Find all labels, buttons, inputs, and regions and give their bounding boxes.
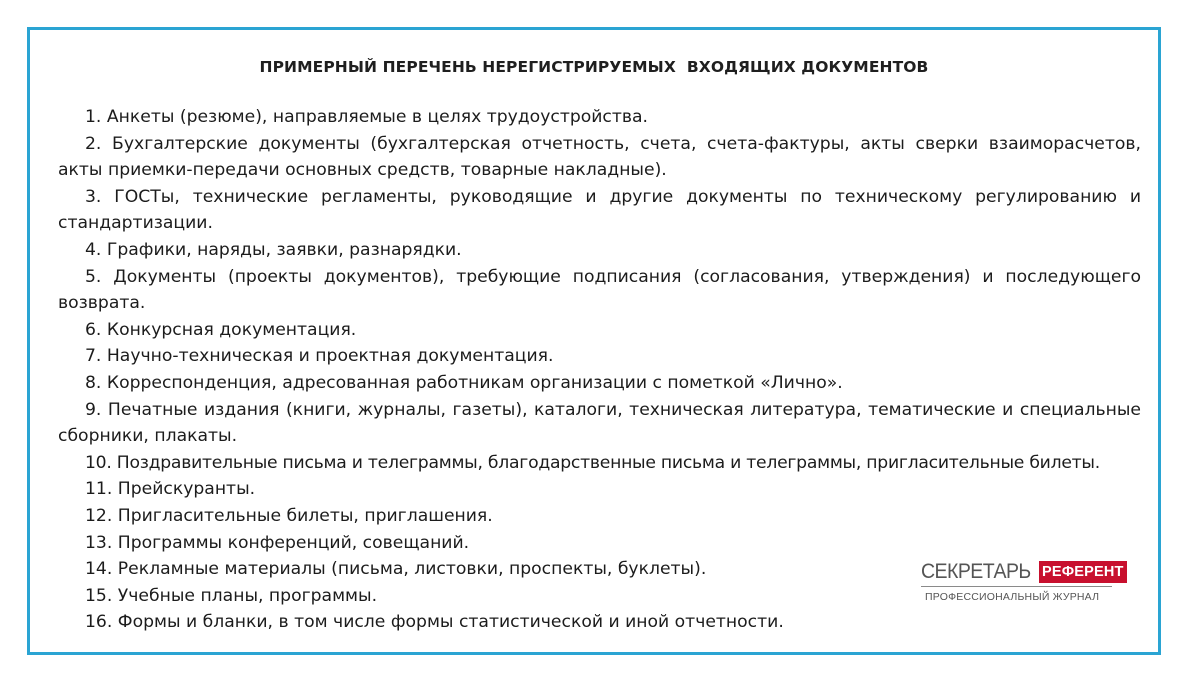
logo-part-referent: РЕФЕРЕНТ	[1039, 561, 1127, 583]
list-item: 5. Документы (проекты документов), требующие подписания (согласования, утверждения) и последующего возврата.	[58, 266, 1141, 314]
list-item: 15. Учебные планы, программы.	[85, 585, 378, 606]
list-item: 7. Научно-техническая и проектная документация.	[85, 346, 554, 367]
list-item: 10. Поздравительные письма и телеграммы, благодарственные письма и телеграммы, пригласительные билеты.	[85, 452, 1100, 473]
logo-subtitle: ПРОФЕССИОНАЛЬНЫЙ ЖУРНАЛ	[925, 591, 1100, 603]
document-title: ПРИМЕРНЫЙ ПЕРЕЧЕНЬ НЕРЕГИСТРИРУЕМЫХ ВХОДЯЩИХ ДОКУМЕНТОВ	[259, 58, 929, 76]
logo-part-secretary: СЕКРЕТАРЬ	[921, 560, 1031, 583]
list-item: 13. Программы конференций, совещаний.	[85, 532, 470, 553]
list-item: 8. Корреспонденция, адресованная работникам организации с пометкой «Лично».	[85, 372, 843, 393]
list-item: 11. Прейскуранты.	[85, 479, 256, 500]
journal-logo	[921, 560, 1124, 603]
list-item: 3. ГОСТы, технические регламенты, руководящие и другие документы по техническому регулированию и стандартизации.	[58, 186, 1141, 234]
logo-divider	[921, 586, 1112, 587]
logo-wordmark	[921, 560, 1124, 583]
list-item: 14. Рекламные материалы (письма, листовки, проспекты, буклеты).	[85, 559, 707, 580]
list-item: 2. Бухгалтерские документы (бухгалтерская отчетность, счета, счета-фактуры, акты сверки взаиморасчетов, акты приемки-передачи основных средств, товарные накладные).	[58, 133, 1141, 181]
list-item: 12. Пригласительные билеты, приглашения.	[85, 505, 493, 526]
list-item: 4. Графики, наряды, заявки, разнарядки.	[85, 239, 462, 260]
list-item: 9. Печатные издания (книги, журналы, газеты), каталоги, техническая литература, тематические и специальные сборники, плакаты.	[58, 399, 1141, 447]
document-list	[58, 104, 1141, 636]
list-item: 6. Конкурсная документация.	[85, 319, 357, 340]
list-item: 16. Формы и бланки, в том числе формы статистической и иной отчетности.	[85, 612, 784, 633]
list-item: 1. Анкеты (резюме), направляемые в целях трудоустройства.	[85, 107, 649, 127]
